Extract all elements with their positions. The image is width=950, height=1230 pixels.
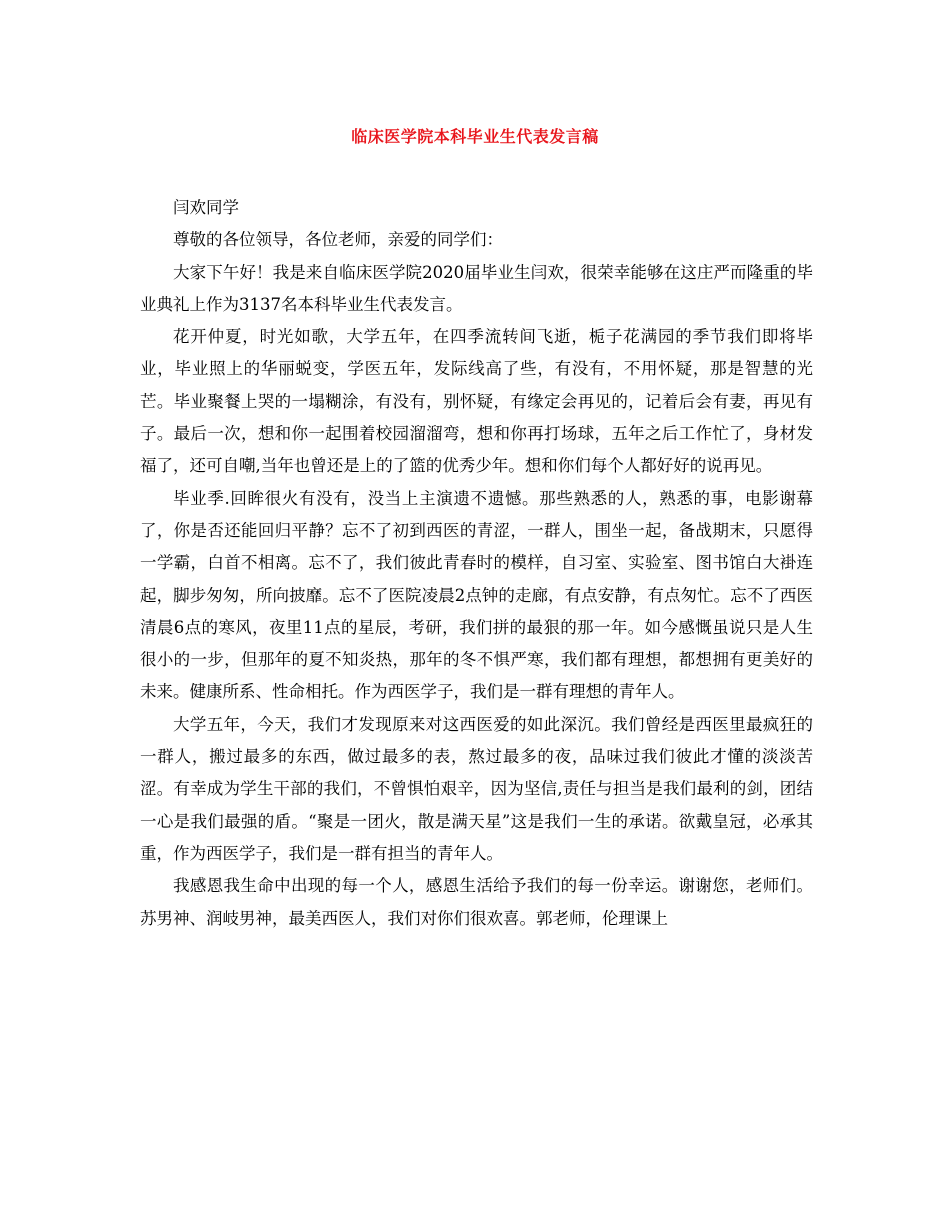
salutation: 尊敬的各位领导，各位老师，亲爱的同学们：: [173, 230, 503, 250]
paragraph: 大学五年，今天，我们才发现原来对这西医爱的如此深沉。我们曾经是西医里最疯狂的一群人，搬过最多的东西，做过最多的表，熬过最多的夜，品味过我们彼此才懂的淡淡苦涩。有幸成为学生干部的我们，不曾惧怕艰辛，因为坚信,责任与担当是我们最利的剑，团结一心是我们最强的盾。“聚是一团火，散是满天星”这是我们一生的承诺。欲戴皇冠，必承其重，作为西医学子，我们是一群有担当的青年人。: [140, 714, 813, 863]
paragraph: 我感恩我生命中出现的每一个人，感恩生活给予我们的每一份幸运。谢谢您，老师们。苏男神、润岐男神，最美西医人，我们对你们很欢喜。郭老师，伦理课上: [140, 876, 813, 928]
document-title: 临床医学院本科毕业生代表发言稿: [351, 127, 599, 146]
paragraph: 大家下午好！我是来自临床医学院2020届毕业生闫欢，很荣幸能够在这庄严而隆重的毕业典礼上作为3137名本科毕业生代表发言。: [140, 262, 813, 314]
document-body: [140, 192, 813, 935]
paragraph: 毕业季.回眸很火有没有，没当上主演遗不遗憾。那些熟悉的人，熟悉的事，电影谢幕了，你是否还能回归平静？忘不了初到西医的青涩，一群人，围坐一起，备战期末，只愿得一学霸，白首不相离。忘不了，我们彼此青春时的模样，自习室、实验室、图书馆白大褂连起，脚步匆匆，所向披靡。忘不了医院凌晨2点钟的走廊，有点安静，有点匆忙。忘不了西医清晨6点的寒风，夜里11点的星辰，考研，我们拼的最狠的那一年。如今感慨虽说只是人生很小的一步，但那年的夏不知炎热，那年的冬不惧严寒，我们都有理想，都想拥有更美好的未来。健康所系、性命相托。作为西医学子，我们是一群有理想的青年人。: [140, 488, 813, 702]
paragraph: 花开仲夏，时光如歌，大学五年，在四季流转间飞逝，栀子花满园的季节我们即将毕业，毕业照上的华丽蜕变，学医五年，发际线高了些，有没有，不用怀疑，那是智慧的光芒。毕业聚餐上哭的一塌糊涂，有没有，别怀疑，有缘定会再见的，记着后会有妻，再见有子。最后一次，想和你一起围着校园溜溜弯，想和你再打场球，五年之后工作忙了，身材发福了，还可自嘲,当年也曾还是上的了篮的优秀少年。想和你们每个人都好好的说再见。: [140, 327, 813, 476]
author-line: 闫欢同学: [173, 198, 239, 217]
